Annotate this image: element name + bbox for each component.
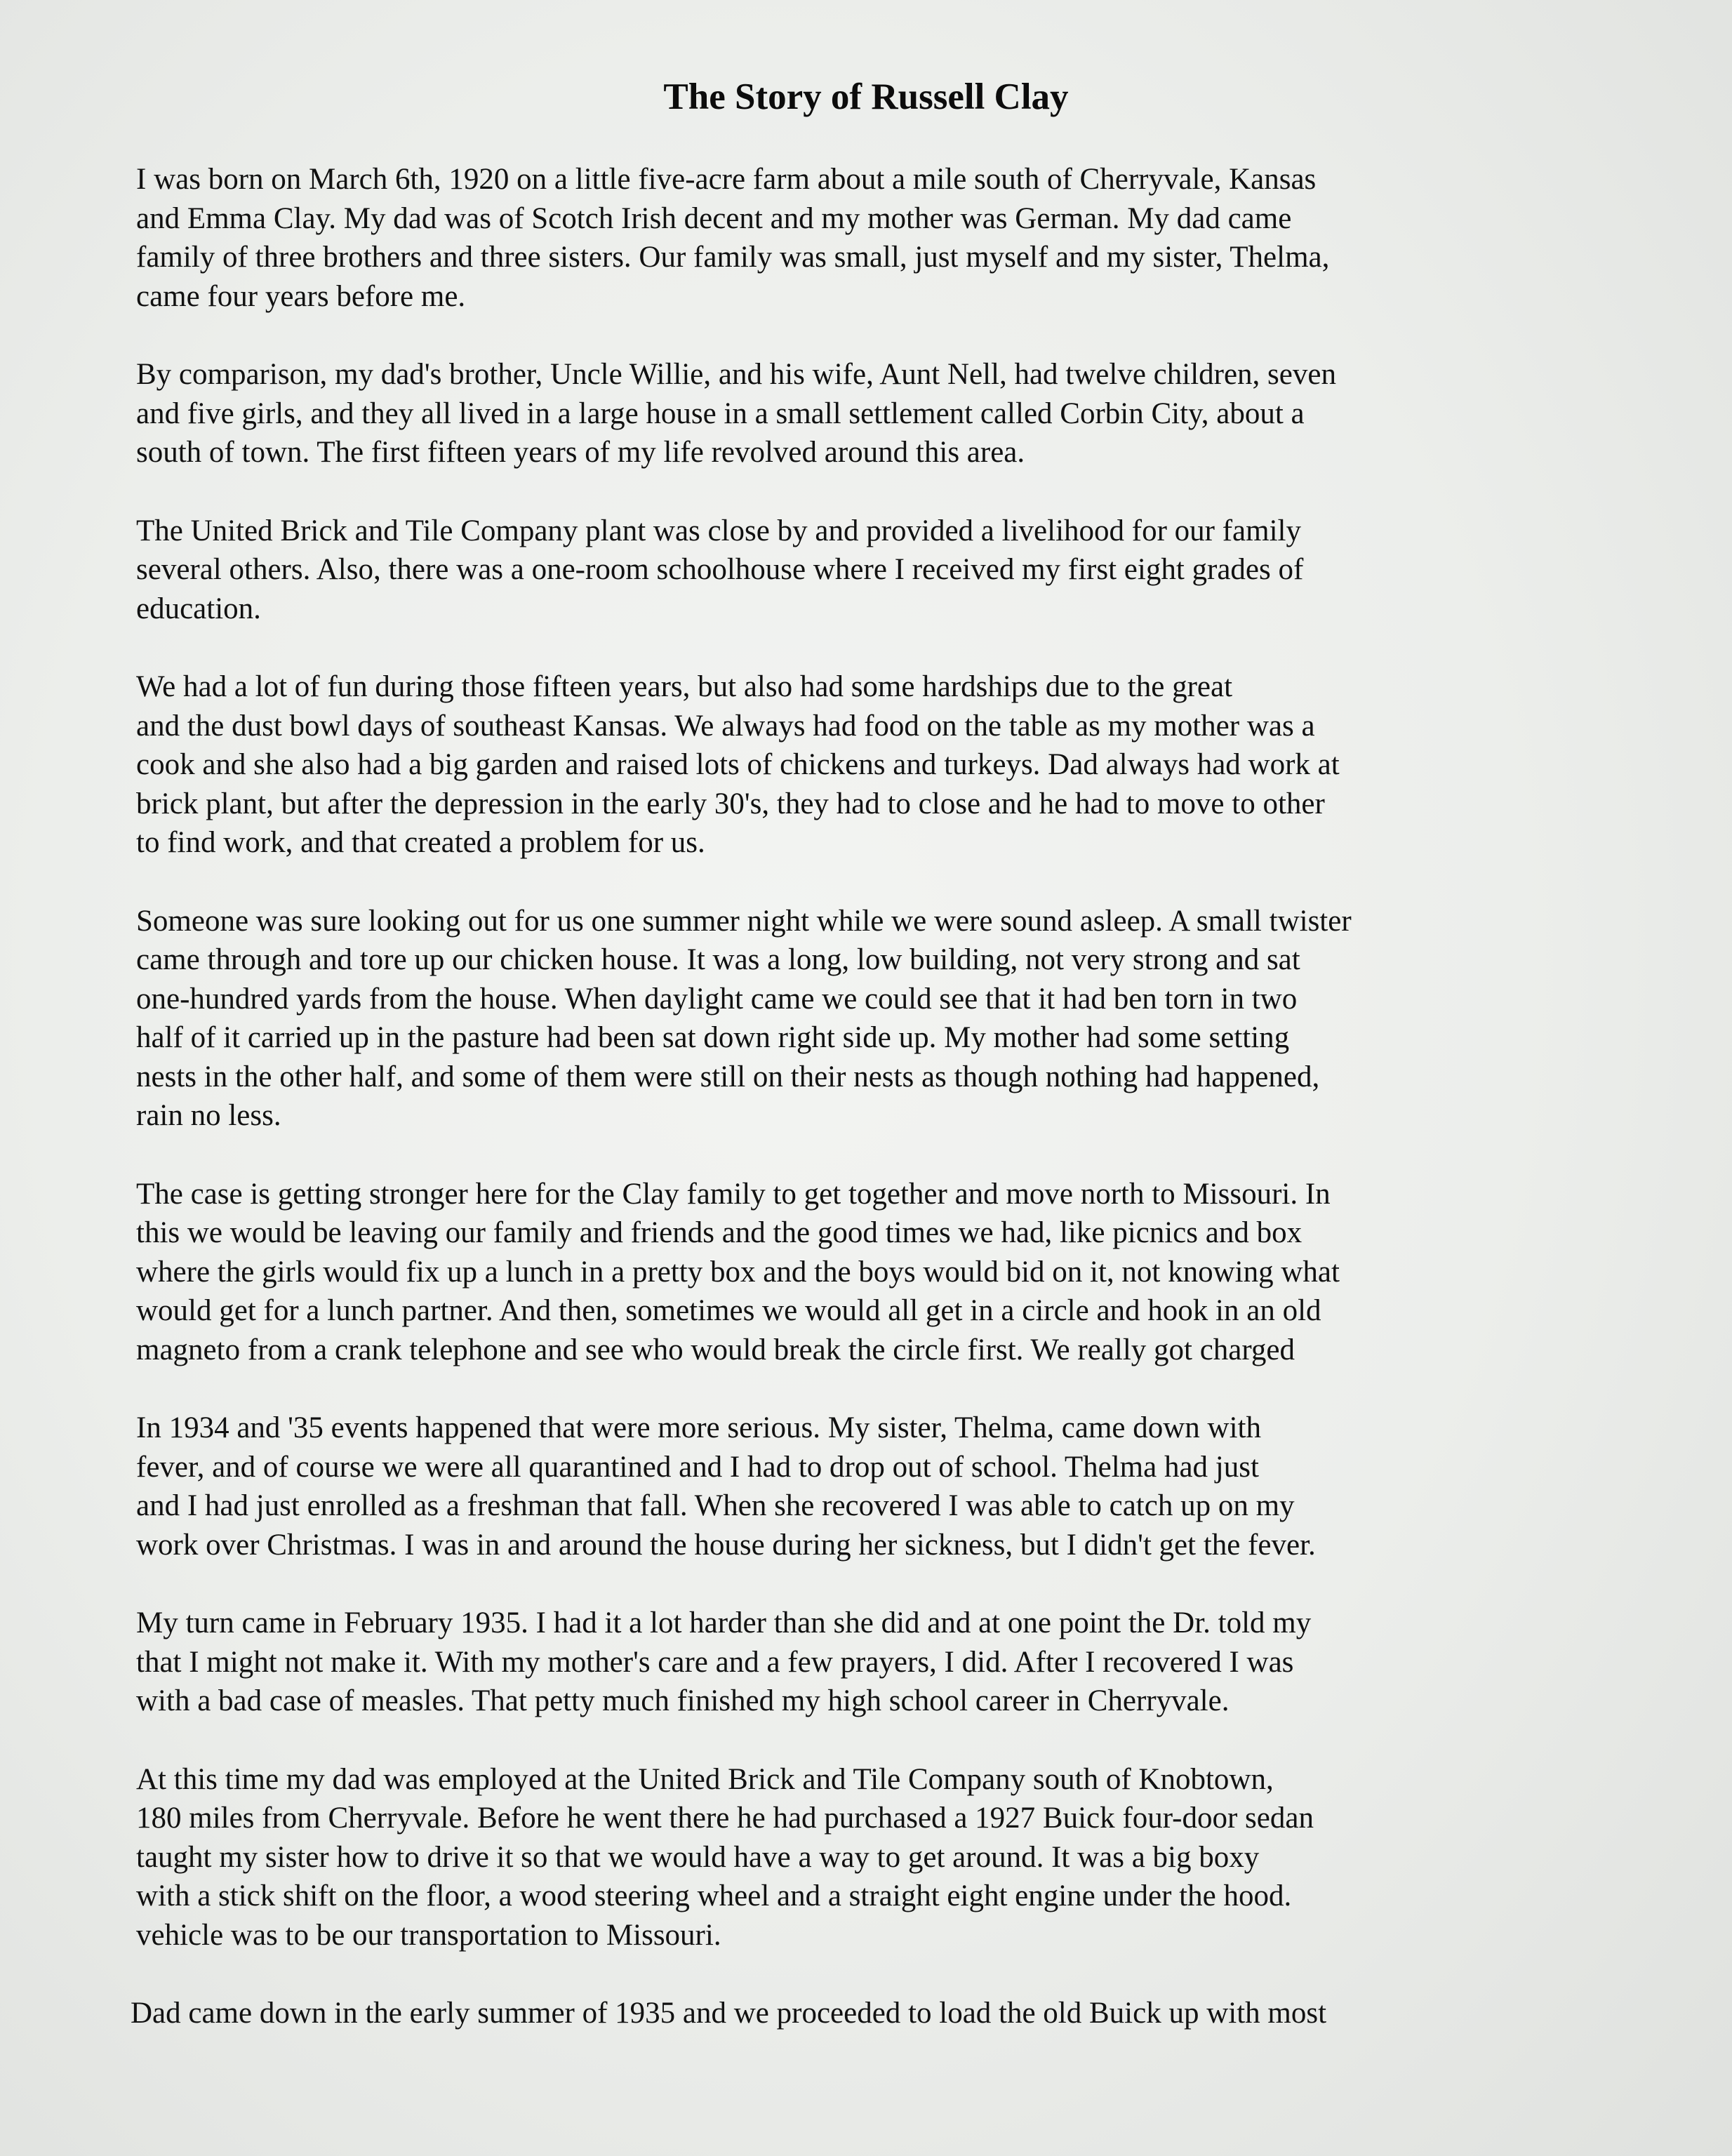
text-line: My turn came in February 1935. I had it a lot harder than she did and at one point the Dr. told my	[136, 1606, 1312, 1639]
text-line: I was born on March 6th, 1920 on a little five-acre farm about a mile south of Cherryvale, Kansas	[136, 163, 1317, 196]
text-line: came through and tore up our chicken house. It was a long, low building, not very strong and sat	[136, 943, 1300, 976]
text-line: By comparison, my dad's brother, Uncle Willie, and his wife, Aunt Nell, had twelve children, seven	[136, 358, 1336, 391]
text-line: that I might not make it. With my mother's care and a few prayers, I did. After I recovered I was	[136, 1645, 1294, 1679]
paragraph	[136, 1175, 1617, 1370]
text-line: and Emma Clay. My dad was of Scotch Irish decent and my mother was German. My dad came	[136, 201, 1292, 235]
paragraph	[136, 1604, 1617, 1721]
text-line: At this time my dad was employed at the United Brick and Tile Company south of Knobtown,	[136, 1762, 1274, 1796]
document-body	[131, 160, 1617, 2072]
text-line: 180 miles from Cherryvale. Before he went there he had purchased a 1927 Buick four-door sedan	[136, 1802, 1314, 1835]
text-line: cook and she also had a big garden and raised lots of chickens and turkeys. Dad always had work at	[136, 748, 1340, 781]
paragraph	[136, 1409, 1617, 1564]
text-line: family of three brothers and three sisters. Our family was small, just myself and my sister, Thelma,	[136, 241, 1330, 274]
text-line: Someone was sure looking out for us one summer night while we were sound asleep. A small twister	[136, 904, 1352, 938]
text-line: south of town. The first fifteen years of my life revolved around this area.	[136, 436, 1025, 469]
text-line: work over Christmas. I was in and around the house during her sickness, but I didn't get the fever.	[136, 1528, 1316, 1562]
text-line: nests in the other half, and some of them were still on their nests as though nothing had happened,	[136, 1060, 1320, 1093]
text-line: brick plant, but after the depression in the early 30's, they had to close and he had to move to other	[136, 787, 1325, 820]
text-line: this we would be leaving our family and friends and the good times we had, like picnics and box	[136, 1216, 1303, 1249]
paragraph	[136, 160, 1617, 316]
text-line: one-hundred yards from the house. When daylight came we could see that it had ben torn in two	[136, 982, 1298, 1016]
text-line: with a stick shift on the floor, a wood steering wheel and a straight eight engine under the hood.	[136, 1879, 1292, 1912]
text-line: rain no less.	[136, 1099, 281, 1132]
text-line: half of it carried up in the pasture had been sat down right side up. My mother had some setting	[136, 1021, 1290, 1054]
text-line: with a bad case of measles. That petty much finished my high school career in Cherryvale.	[136, 1684, 1230, 1717]
paragraph	[136, 667, 1617, 863]
paragraph	[136, 355, 1617, 472]
paragraph	[131, 1994, 1617, 2033]
text-line: to find work, and that created a problem for us.	[136, 826, 705, 859]
text-line: The United Brick and Tile Company plant was close by and provided a livelihood for our family	[136, 514, 1301, 547]
text-line: where the girls would fix up a lunch in a pretty box and the boys would bid on it, not knowing what	[136, 1255, 1340, 1289]
paragraph	[136, 902, 1617, 1136]
text-line: In 1934 and '35 events happened that were more serious. My sister, Thelma, came down with	[136, 1411, 1261, 1444]
paragraph	[136, 512, 1617, 629]
text-line: magneto from a crank telephone and see who would break the circle first. We really got charged	[136, 1333, 1295, 1366]
text-line: The case is getting stronger here for the Clay family to get together and move north to Missouri. In	[136, 1177, 1331, 1211]
text-line: came four years before me.	[136, 279, 466, 313]
text-line: vehicle was to be our transportation to Missouri.	[136, 1918, 721, 1952]
document-title: The Story of Russell Clay	[663, 76, 1069, 117]
paragraph	[136, 1760, 1617, 1955]
text-line: We had a lot of fun during those fifteen years, but also had some hardships due to the great	[136, 670, 1233, 703]
text-line: taught my sister how to drive it so that we would have a way to get around. It was a big boxy	[136, 1840, 1260, 1874]
text-line: would get for a lunch partner. And then, sometimes we would all get in a circle and hook in an old	[136, 1294, 1321, 1327]
text-line: fever, and of course we were all quarantined and I had to drop out of school. Thelma had just	[136, 1450, 1259, 1484]
text-line: education.	[136, 592, 261, 625]
text-line: and I had just enrolled as a freshman that fall. When she recovered I was able to catch up on my	[136, 1489, 1295, 1522]
text-line: several others. Also, there was a one-room schoolhouse where I received my first eight grades of	[136, 553, 1304, 586]
text-line: and five girls, and they all lived in a large house in a small settlement called Corbin City, about a	[136, 397, 1305, 430]
text-line: and the dust bowl days of southeast Kansas. We always had food on the table as my mother was a	[136, 709, 1315, 743]
text-line: Dad came down in the early summer of 1935 and we proceeded to load the old Buick up with most	[131, 1997, 1327, 2030]
